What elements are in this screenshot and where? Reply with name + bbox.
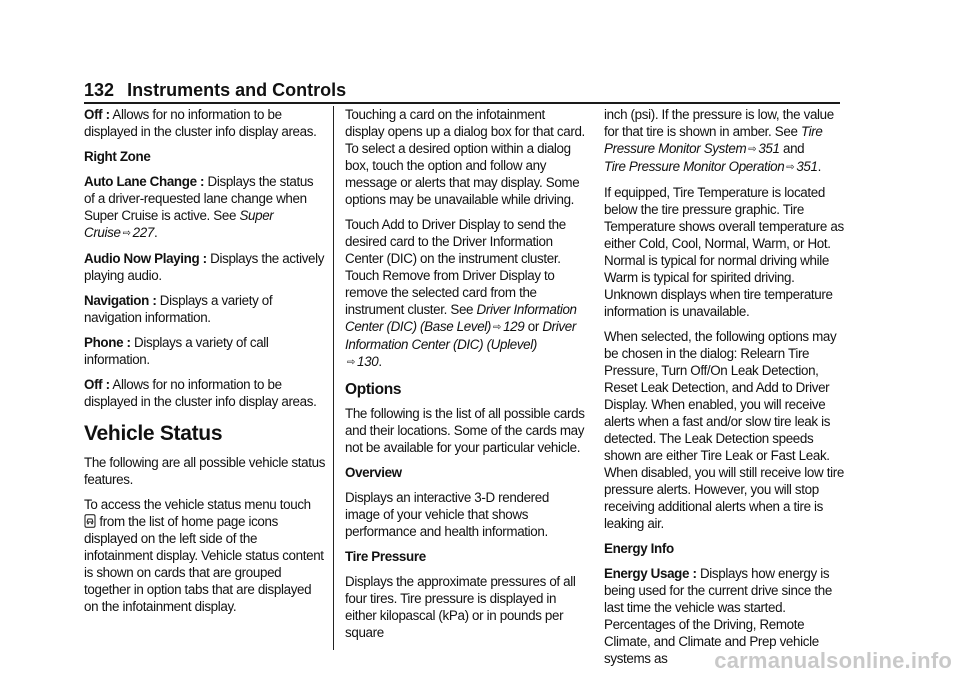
tire-pressure-continued: inch (psi). If the pressure is low, the value for that tire is shown in amber. See Tire Pressure Monitor System ⇨ 351 and Tire Pressure Monitor Operation ⇨ 351. <box>604 107 834 174</box>
overview-heading: Overview <box>345 465 402 480</box>
super-cruise-link[interactable]: Super Cruise <box>84 208 274 240</box>
auto-lane-item: Auto Lane Change : Displays the status of a driver-requested lane change when Super Cruise is active. See Super Cruise ⇨ 227. <box>84 174 314 240</box>
overview-text: Displays an interactive 3-D rendered image of your vehicle that shows performance and health information. <box>345 490 549 539</box>
off-item: Off : Allows for no information to be displayed in the cluster info display areas. <box>84 107 317 139</box>
page-ref-arrow-icon: ⇨ <box>786 162 795 173</box>
vehicle-status-access: To access the vehicle status menu touch from the list of home page icons displayed on the left side of the infotainment display. Vehicle status content is shown on cards that are grouped together in option tabs that are displayed on the infotainment display. <box>84 497 324 614</box>
dic-uplevel-link[interactable]: Driver Information Center (DIC) (Uplevel) <box>345 319 576 352</box>
energy-usage-item: Energy Usage : Displays how energy is being used for the current drive since the last time the vehicle was started. Percentages of the Driving, Remote Climate, and Climate and Prep vehicle systems as <box>604 566 832 666</box>
header-rule <box>84 102 840 104</box>
phone-item: Phone : Displays a variety of call information. <box>84 335 269 367</box>
tpms-operation-link[interactable]: Tire Pressure Monitor Operation <box>604 159 785 174</box>
vehicle-status-heading: Vehicle Status <box>84 422 223 445</box>
column-right <box>604 106 844 675</box>
page-header <box>84 80 840 100</box>
tire-temperature-paragraph: If equipped, Tire Temperature is located below the tire pressure graphic. Tire Temperature shows overall temperature as either Cold, Cool, Normal, Warm, or Hot. Normal is typical for normal driving while Warm is typical for spirited driving. Unknown displays when tire temperature information is unavailable. <box>604 185 844 319</box>
column-left <box>84 106 326 623</box>
leak-detection-paragraph: When selected, the following options may be chosen in the dialog: Relearn Tire Pressure, Turn Off/On Leak Detection, Reset Leak Detection, and Add to Driver Display. When enabled, you will receive alerts when a fast and/or slow tire leak is detected. The Leak Detection speeds shown are either Tire Leak or Fast Leak. When disabled, you will still receive low tire pressure alerts. However, you will stop receiving additional alerts when a tire is leaking air. <box>604 329 844 531</box>
navigation-item: Navigation : Displays a variety of navigation information. <box>84 293 273 325</box>
dic-base-link[interactable]: Driver Information Center (DIC) (Base Level) <box>345 302 577 334</box>
page-ref-arrow-icon: ⇨ <box>122 228 131 239</box>
watermark: carmanualsonline.info <box>714 648 952 673</box>
column-middle <box>345 106 585 649</box>
options-intro: The following is the list of all possible cards and their locations. Some of the cards may not be available for your particular vehicle. <box>345 406 585 455</box>
tpms-link[interactable]: Tire Pressure Monitor System <box>604 124 823 156</box>
driver-display-paragraph: Touch Add to Driver Display to send the desired card to the Driver Information Center (DIC) on the instrument cluster. Touch Remove from Driver Display to remove the selected card from the instrument cluster. See Driver Information Center (DIC) (Base Level) ⇨ 129 or Driver Information Center (DIC) (Uplevel) ⇨ 130. <box>345 217 577 369</box>
right-zone-heading: Right Zone <box>84 149 151 164</box>
options-heading: Options <box>345 381 402 398</box>
page-ref-arrow-icon: ⇨ <box>493 322 502 333</box>
vehicle-status-intro: The following are all possible vehicle status features. <box>84 455 326 487</box>
page-ref-arrow-icon: ⇨ <box>347 357 356 368</box>
dialog-paragraph: Touching a card on the infotainment display opens up a dialog box for that card. To select a desired option within a dialog box, touch the option and follow any message or alerts that may display. Some options may be unavailable while driving. <box>345 107 585 207</box>
audio-item: Audio Now Playing : Displays the actively playing audio. <box>84 251 325 283</box>
tire-pressure-heading: Tire Pressure <box>345 549 426 564</box>
page-ref-arrow-icon: ⇨ <box>748 144 757 155</box>
vehicle-status-icon <box>84 514 96 528</box>
energy-info-heading: Energy Info <box>604 541 674 556</box>
column-divider <box>333 106 334 650</box>
section-title: Instruments and Controls <box>127 80 347 100</box>
tire-pressure-text: Displays the approximate pressures of all four tires. Tire pressure is displayed in either kilopascal (kPa) or in pounds per square <box>345 574 576 640</box>
page-number: 132 <box>84 80 115 100</box>
off-item-2: Off : Allows for no information to be displayed in the cluster info display areas. <box>84 377 317 409</box>
